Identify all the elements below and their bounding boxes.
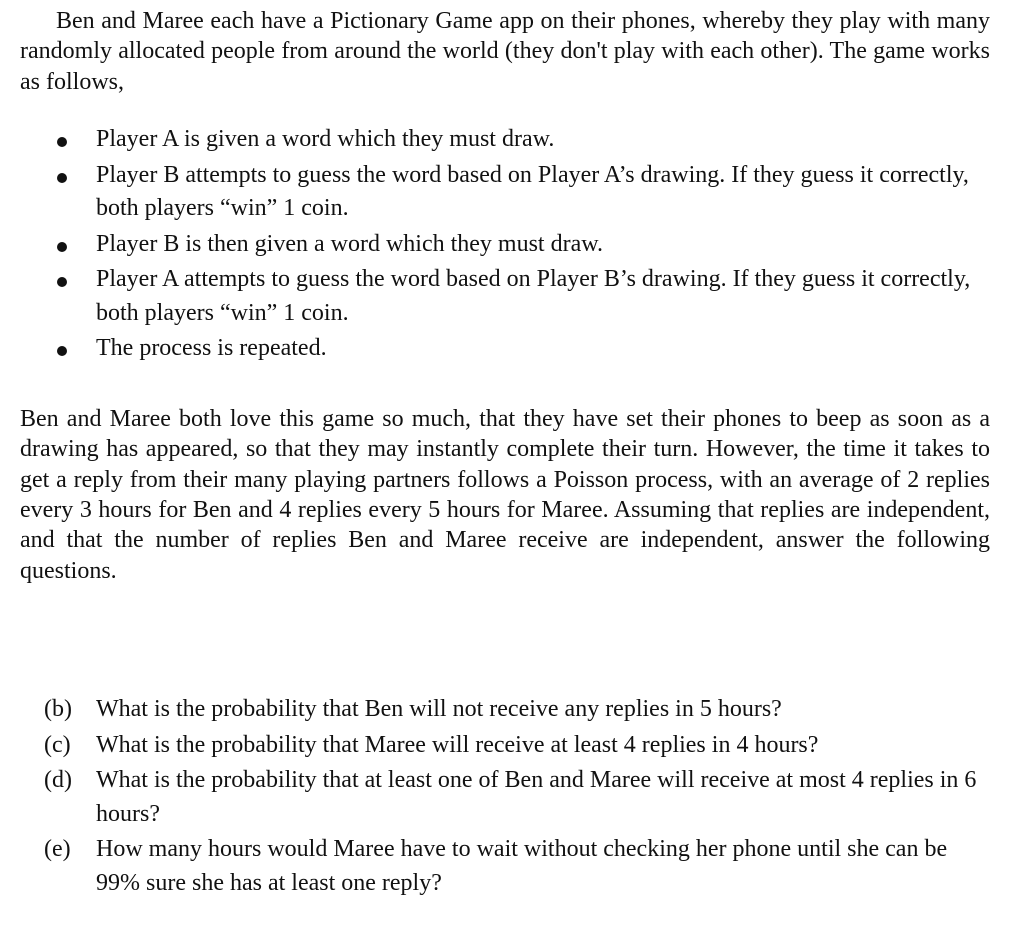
question-item [20, 764, 990, 831]
rule-item [20, 332, 990, 366]
question-item [20, 693, 990, 727]
intro-paragraph: Ben and Maree each have a Pictionary Game app on their phones, whereby they play with many randomly allocated people from around the world (they don't play with each other). The game works as follows, [20, 8, 990, 95]
bullet-icon [57, 173, 67, 183]
bullet-icon [57, 346, 67, 356]
rule-text: Player B is then given a word which they must draw. [96, 230, 604, 257]
rule-text: The process is repeated. [96, 335, 327, 362]
rule-text: Player A attempts to guess the word based on Player B’s drawing. If they guess it correctly, both players “win” 1 coin. [96, 266, 971, 326]
bullet-icon [57, 277, 67, 287]
bullet-icon [57, 137, 67, 147]
question-text: How many hours would Maree have to wait without checking her phone until she can be 99% sure she has at least one reply? [96, 836, 948, 896]
rule-item [20, 263, 990, 330]
problem-description-paragraph: Ben and Maree both love this game so much, that they have set their phones to beep as soon as a drawing has appeared, so that they may instantly complete their turn. However, the time it takes to get a reply from their many playing partners follows a Poisson process, with an average of 2 replies every 3 hours for Ben and 4 replies every 5 hours for Maree. Assuming that replies are independent, and that the number of replies Ben and Maree receive are independent, answer the following questions. [20, 405, 990, 584]
question-label: (b) [44, 696, 72, 723]
question-text: What is the probability that at least one of Ben and Maree will receive at most 4 replies in 6 hours? [96, 767, 977, 827]
question-text: What is the probability that Maree will receive at least 4 replies in 4 hours? [96, 731, 819, 758]
question-label: (c) [44, 731, 71, 758]
question-text: What is the probability that Ben will not receive any replies in 5 hours? [96, 696, 782, 723]
question-item [20, 833, 990, 900]
rule-item [20, 228, 990, 262]
rule-text: Player B attempts to guess the word based on Player A’s drawing. If they guess it correctly, both players “win” 1 coin. [96, 161, 969, 222]
question-item [20, 729, 990, 763]
rule-text: Player A is given a word which they must draw. [96, 126, 555, 153]
document-page [20, 6, 990, 902]
game-rules-list [20, 123, 990, 366]
question-label: (e) [44, 836, 71, 863]
questions-list [20, 693, 990, 900]
bullet-icon [57, 242, 67, 252]
question-label: (d) [44, 767, 72, 794]
rule-item [20, 123, 990, 157]
rule-item [20, 159, 990, 226]
